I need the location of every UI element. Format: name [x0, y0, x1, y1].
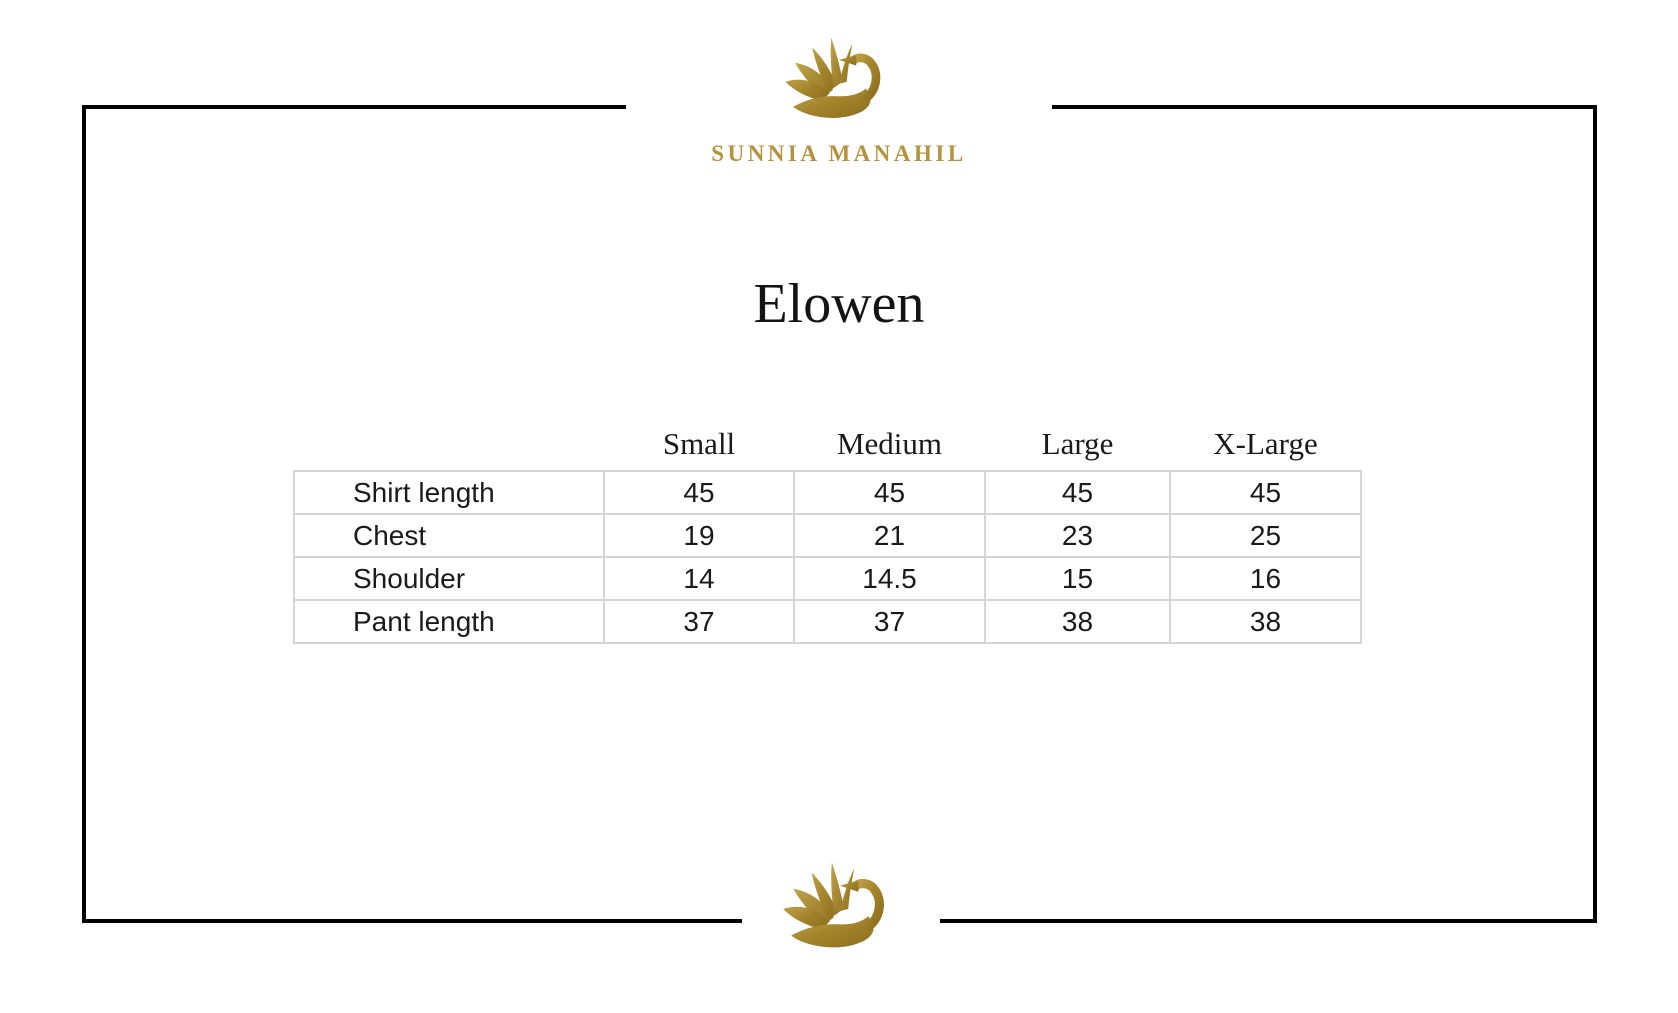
table-row-chest — [294, 514, 1361, 557]
value-cell: 16 — [1170, 557, 1361, 600]
brand-name: SUNNIA MANAHIL — [711, 141, 967, 166]
frame-border-left — [82, 105, 86, 923]
frame-border-right — [1593, 105, 1597, 923]
value-cell: 45 — [985, 471, 1170, 514]
column-header-xlarge: X-Large — [1213, 426, 1318, 461]
value-cell: 19 — [604, 514, 794, 557]
table-row-shoulder — [294, 557, 1361, 600]
size-chart-table — [293, 410, 1362, 644]
frame-border-top-right-segment — [1052, 105, 1597, 109]
value-cell: 37 — [604, 600, 794, 643]
value-cell: 14.5 — [794, 557, 985, 600]
value-cell: 23 — [985, 514, 1170, 557]
frame-border-bottom-left-segment — [82, 919, 742, 923]
column-header-small: Small — [662, 426, 736, 461]
value-cell: 37 — [794, 600, 985, 643]
row-label: Pant length — [294, 600, 604, 643]
value-cell: 21 — [794, 514, 985, 557]
table-row-shirt-length — [294, 471, 1361, 514]
frame-border-top-left-segment — [82, 105, 626, 109]
value-cell: 25 — [1170, 514, 1361, 557]
frame-border-bottom-right-segment — [940, 919, 1597, 923]
column-header-medium: Medium — [836, 426, 943, 461]
product-title: Elowen — [753, 273, 925, 335]
swan-logo-icon — [781, 36, 897, 122]
value-cell: 14 — [604, 557, 794, 600]
row-label: Shirt length — [294, 471, 604, 514]
row-label: Shoulder — [294, 557, 604, 600]
value-cell: 45 — [794, 471, 985, 514]
table-row-pant-length — [294, 600, 1361, 643]
swan-logo-icon — [779, 856, 901, 956]
value-cell: 38 — [985, 600, 1170, 643]
value-cell: 38 — [1170, 600, 1361, 643]
value-cell: 45 — [604, 471, 794, 514]
corner-header-cell — [294, 410, 604, 471]
value-cell: 45 — [1170, 471, 1361, 514]
column-header-large: Large — [1041, 426, 1114, 461]
row-label: Chest — [294, 514, 604, 557]
header-row — [294, 410, 1361, 471]
size-chart — [293, 410, 1360, 644]
value-cell: 15 — [985, 557, 1170, 600]
